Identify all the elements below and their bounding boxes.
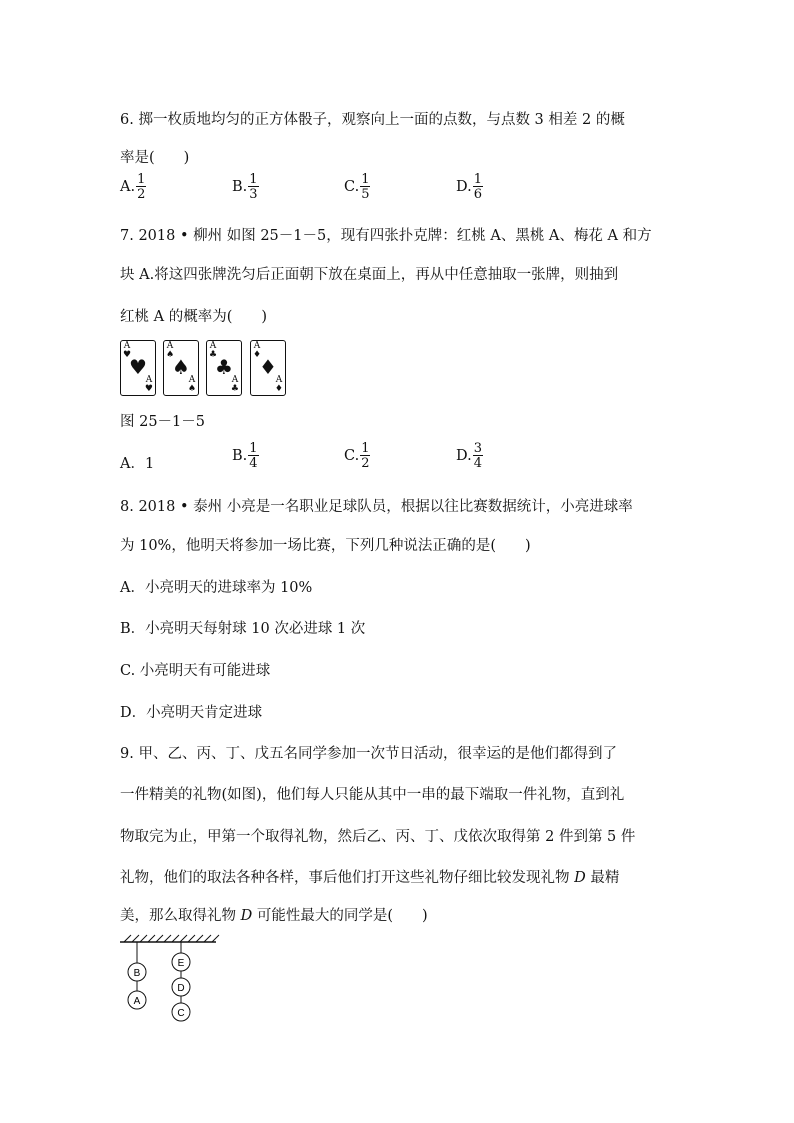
- diamond-icon: ♦: [253, 350, 262, 360]
- diamond-icon: ♦: [274, 384, 283, 394]
- fraction: $\frac{1}{6}$: [473, 172, 482, 202]
- spade-icon: ♠: [172, 355, 190, 379]
- variable-d: D: [574, 870, 586, 886]
- club-icon: ♣: [209, 350, 218, 360]
- fraction: $\frac{3}{4}$: [473, 441, 482, 471]
- fraction: $\frac{1}{5}$: [361, 172, 370, 202]
- q8-stem-line2: 为 10%，他明天将参加一场比赛，下列几种说法正确的是( ): [120, 538, 531, 554]
- q8-option-a[interactable]: A．小亮明天的进球率为 10%: [120, 580, 313, 596]
- fraction: $\frac{1}{3}$: [249, 172, 258, 202]
- q9-stem-line1: 9. 甲、乙、丙、丁、戊五名同学参加一次节日活动，很幸运的是他们都得到了: [120, 746, 617, 762]
- gift-b-label: B: [133, 968, 141, 979]
- gift-c-label: C: [177, 1008, 185, 1019]
- heart-icon: ♥: [144, 384, 153, 394]
- club-icon: ♣: [215, 355, 233, 379]
- q7-stem-line2: 块 A.将这四张牌洗匀后正面朝下放在桌面上，再从中任意抽取一张牌，则抽到: [120, 267, 619, 283]
- fraction: $\frac{1}{4}$: [249, 441, 258, 471]
- gift-diagram: [118, 930, 222, 1026]
- diamond-icon: ♦: [259, 355, 277, 379]
- q7-option-c[interactable]: C. $\frac{1}{2}$: [344, 441, 370, 471]
- q9-stem-line4: 礼物，他们的取法各种各样，事后他们打开这些礼物仔细比较发现礼物 D 最精: [120, 870, 620, 886]
- q6-option-a[interactable]: A. $\frac{1}{2}$: [120, 172, 146, 202]
- playing-card-diamond: A ♦ ♦ A ♦: [250, 340, 286, 396]
- variable-d: D: [240, 908, 253, 924]
- q6-option-c[interactable]: C. $\frac{1}{5}$: [344, 172, 370, 202]
- q8-option-c[interactable]: C. 小亮明天有可能进球: [120, 663, 271, 679]
- q9-stem-line2: 一件精美的礼物(如图)，他们每人只能从其中一串的最下端取一件礼物，直到礼: [120, 787, 625, 803]
- figure-caption: 图 25－1－5: [120, 414, 206, 430]
- q7-stem-line3: 红桃 A 的概率为( ): [120, 309, 268, 325]
- heart-icon: ♥: [123, 350, 132, 360]
- club-icon: ♣: [230, 384, 239, 394]
- q6-option-d[interactable]: D. $\frac{1}{6}$: [456, 172, 482, 202]
- q6-option-b[interactable]: B. $\frac{1}{3}$: [232, 172, 258, 202]
- q8-option-d[interactable]: D．小亮明天肯定进球: [120, 705, 263, 721]
- ceiling-hatching: [124, 935, 219, 942]
- q6-stem-line1: 6. 掷一枚质地均匀的正方体骰子，观察向上一面的点数，与点数 3 相差 2 的概: [120, 112, 625, 128]
- gift-e-label: E: [177, 958, 185, 969]
- q7-option-b[interactable]: B. $\frac{1}{4}$: [232, 441, 258, 471]
- q7-option-a[interactable]: A．1: [120, 456, 155, 472]
- fraction: $\frac{1}{2}$: [361, 441, 370, 471]
- q7-stem-line1: 7. 2018 • 柳州 如图 25－1－5，现有四张扑克牌：红桃 A、黑桃 A、梅花 A 和方: [120, 228, 652, 244]
- q8-stem-line1: 8. 2018 • 泰州 小亮是一名职业足球队员，根据以往比赛数据统计，小亮进球率: [120, 499, 633, 515]
- heart-icon: ♥: [129, 355, 147, 379]
- playing-card-heart: A ♥ ♥ A ♥: [120, 340, 156, 396]
- playing-card-spade: A ♠ ♠ A ♠: [163, 340, 199, 396]
- playing-card-club: A ♣ ♣ A ♣: [206, 340, 242, 396]
- q9-stem-line3: 物取完为止，甲第一个取得礼物，然后乙、丙、丁、戊依次取得第 2 件到第 5 件: [120, 829, 636, 845]
- q8-option-b[interactable]: B．小亮明天每射球 10 次必进球 1 次: [120, 621, 366, 637]
- fraction: $\frac{1}{2}$: [137, 172, 146, 202]
- q6-stem-line2: 率是( ): [120, 150, 190, 166]
- gift-d-label: D: [177, 983, 185, 994]
- q7-option-d[interactable]: D. $\frac{3}{4}$: [456, 441, 482, 471]
- gift-a-label: A: [133, 996, 141, 1007]
- spade-icon: ♠: [166, 350, 175, 360]
- spade-icon: ♠: [187, 384, 196, 394]
- q9-stem-line5: 美，那么取得礼物 D 可能性最大的同学是( ): [120, 908, 428, 924]
